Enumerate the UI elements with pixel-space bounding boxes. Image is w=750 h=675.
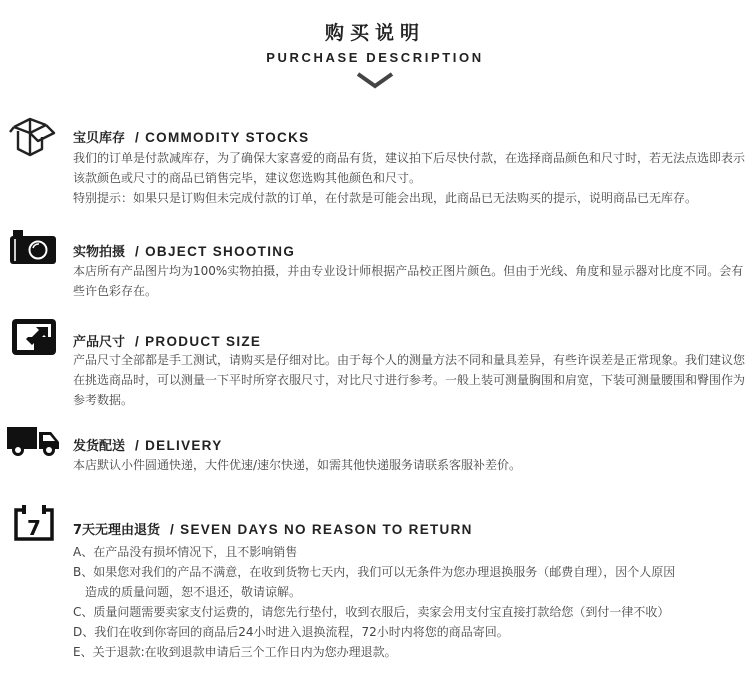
list-item: D、我们在收到你寄回的商品后24小时进入退换流程，72小时内将您的商品寄回。: [73, 625, 509, 639]
section-body: 我们的订单是付款减库存，为了确保大家喜爱的商品有货，建议拍下后尽快付款，在选择商品颜色和尺寸时，若无法点选即表示该款颜色或尺寸的商品已销售完毕，建议您选购其他颜色和尺寸。 特别提示：如果只是订购但未完成付款的订单，在付款是可能会出现，此商品已无法购买的提示，说明商品已无库存。: [73, 151, 746, 205]
section-body: 本店所有产品图片均为100%实物拍摄，并由专业设计师根据产品校正图片颜色。但由于光线、角度和显示器对比度不同。会有些许色彩存在。: [73, 264, 744, 298]
list-item: E、关于退款:在收到退款申请后三个工作日内为您办理退款。: [73, 645, 397, 659]
section-title: 产品尺寸 / PRODUCT SIZE: [73, 334, 262, 350]
section-title: 宝贝库存 / COMMODITY STOCKS: [73, 130, 310, 146]
section-body: 本店默认小件圆通快递，大件优速/速尔快递，如需其他快递服务请联系客服补差价。: [73, 458, 522, 472]
return-policy-list: [73, 542, 745, 662]
camera-icon: [10, 230, 56, 264]
page-title: 购买说明: [324, 22, 425, 44]
section-title: 发货配送 / DELIVERY: [73, 438, 223, 454]
chevron-down-icon: [355, 70, 395, 90]
page-subtitle: PURCHASE DESCRIPTION: [266, 50, 484, 65]
section-title: 实物拍摄 / OBJECT SHOOTING: [73, 244, 296, 260]
box-icon: [8, 115, 58, 157]
list-item: B、如果您对我们的产品不满意，在收到货物七天内，我们可以无条件为您办理退换服务（邮费自理），因个人原因: [73, 565, 676, 579]
list-item: 造成的质量问题，恕不退还，敬请谅解。: [85, 585, 302, 599]
calendar-7-icon: [14, 505, 54, 541]
list-item: C、质量问题需要卖家支付运费的，请您先行垫付，收到衣服后，卖家会用支付宝直接打款给您（到付一律不收）: [73, 605, 670, 619]
resize-arrow-icon: [12, 319, 56, 355]
section-title: 7天无理由退货 / SEVEN DAYS NO REASON TO RETURN: [73, 522, 473, 538]
svg-text:7: 7: [27, 516, 41, 540]
truck-icon: [7, 427, 59, 457]
list-item: A、在产品没有损坏情况下，且不影响销售: [73, 545, 298, 559]
section-body: 产品尺寸全部都是手工测试，请购买是仔细对比。由于每个人的测量方法不同和量具差异，有些许误差是正常现象。我们建议您在挑选商品时，可以测量一下平时所穿衣服尺寸，对比尺寸进行参考。一般上装可测量胸围和肩宽，下装可测量腰围和臀围作为参考数据。: [73, 353, 746, 407]
